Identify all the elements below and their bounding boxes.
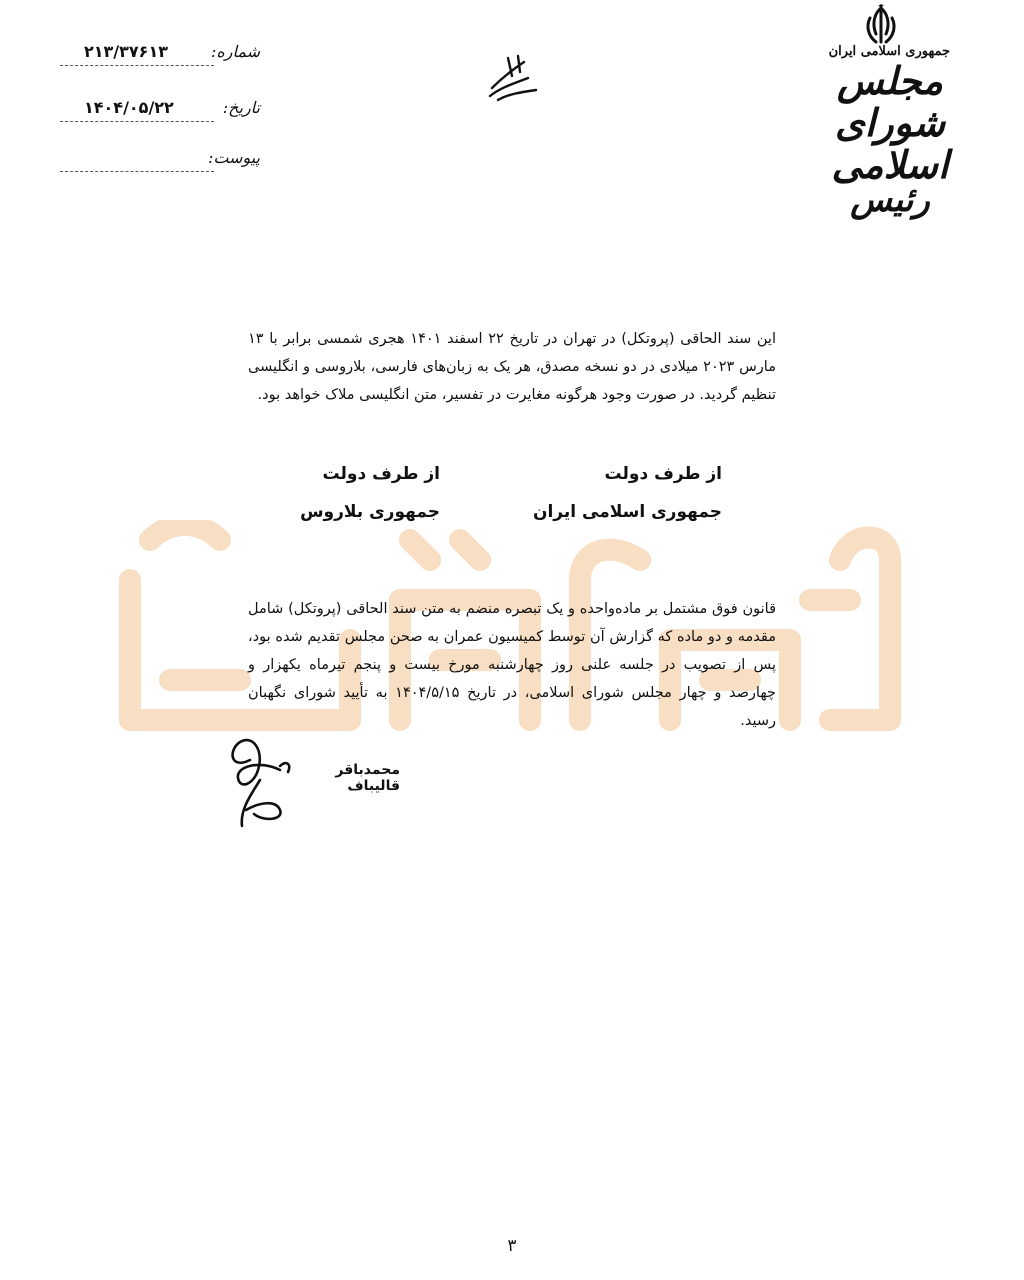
letterhead-title-line1: مجلس شورای xyxy=(834,58,946,145)
signatory-iran-line1: از طرف دولت xyxy=(604,464,722,484)
signatory-belarus-line1: از طرف دولت xyxy=(322,464,440,484)
page-number: ۳ xyxy=(507,1236,517,1256)
letterhead-subtitle: جمهوری اسلامی ایران xyxy=(828,44,950,59)
meta-date-line xyxy=(60,121,214,122)
letterhead-role: رئیس xyxy=(850,180,930,220)
signatory-iran-line2: جمهوری اسلامی ایران xyxy=(532,502,722,522)
body-paragraph-1: این سند الحاقی (پروتکل) در تهران در تاریخ ۲۲ اسفند ۱۴۰۱ هجری شمسی برابر با ۱۳ مارس ۲۰۲۳ میلادی در دو نسخه مصدق، هر یک به زبان‌های فارسی، بلاروسی و انگلیسی تنظیم گردید. در صورت وجود هرگونه مغایرت در تفسیر، متن انگلیسی ملاک خواهد بود. xyxy=(248,330,776,403)
meta-number-line xyxy=(60,65,214,66)
meta-attachment-line xyxy=(60,171,214,172)
meta-date-row xyxy=(60,96,260,126)
iran-emblem-icon xyxy=(856,4,906,48)
signatory-belarus-line2: جمهوری بلاروس xyxy=(300,502,440,522)
letterhead-title xyxy=(815,60,965,186)
signatory-belarus xyxy=(300,455,440,531)
calligraphy-bismillah xyxy=(478,48,548,108)
meta-number-value: ۲۱۳/۳۷۶۱۳ xyxy=(84,42,168,61)
signer-name: محمدباقر قالیباف xyxy=(335,762,400,794)
meta-number-row xyxy=(60,40,260,70)
meta-attachment-label: پیوست: xyxy=(207,148,260,167)
meta-attachment-row xyxy=(60,146,260,176)
meta-number-label: شماره: xyxy=(210,42,260,61)
meta-date-value: ۱۴۰۴/۰۵/۲۲ xyxy=(84,98,174,117)
letterhead-title-line2: اسلامی xyxy=(831,142,949,187)
meta-date-label: تاریخ: xyxy=(222,98,260,117)
body-paragraph-2: قانون فوق مشتمل بر ماده‌واحده و یک تبصره منضم به متن سند الحاقی (پروتکل) شامل مقدمه و دو ماده که گزارش آن توسط کمیسیون عمران به صحن مجلس تقدیم شده بود، پس از تصویب در جلسه علنی روز چهارشنبه مورخ بیست و پنجم تیرماه یکهزار و چهارصد و چهار مجلس شورای اسلامی، در تاریخ ۱۴۰۴/۵/۱۵ به تأیید شورای نگهبان رسید. xyxy=(248,600,776,729)
signatory-iran xyxy=(520,455,722,531)
